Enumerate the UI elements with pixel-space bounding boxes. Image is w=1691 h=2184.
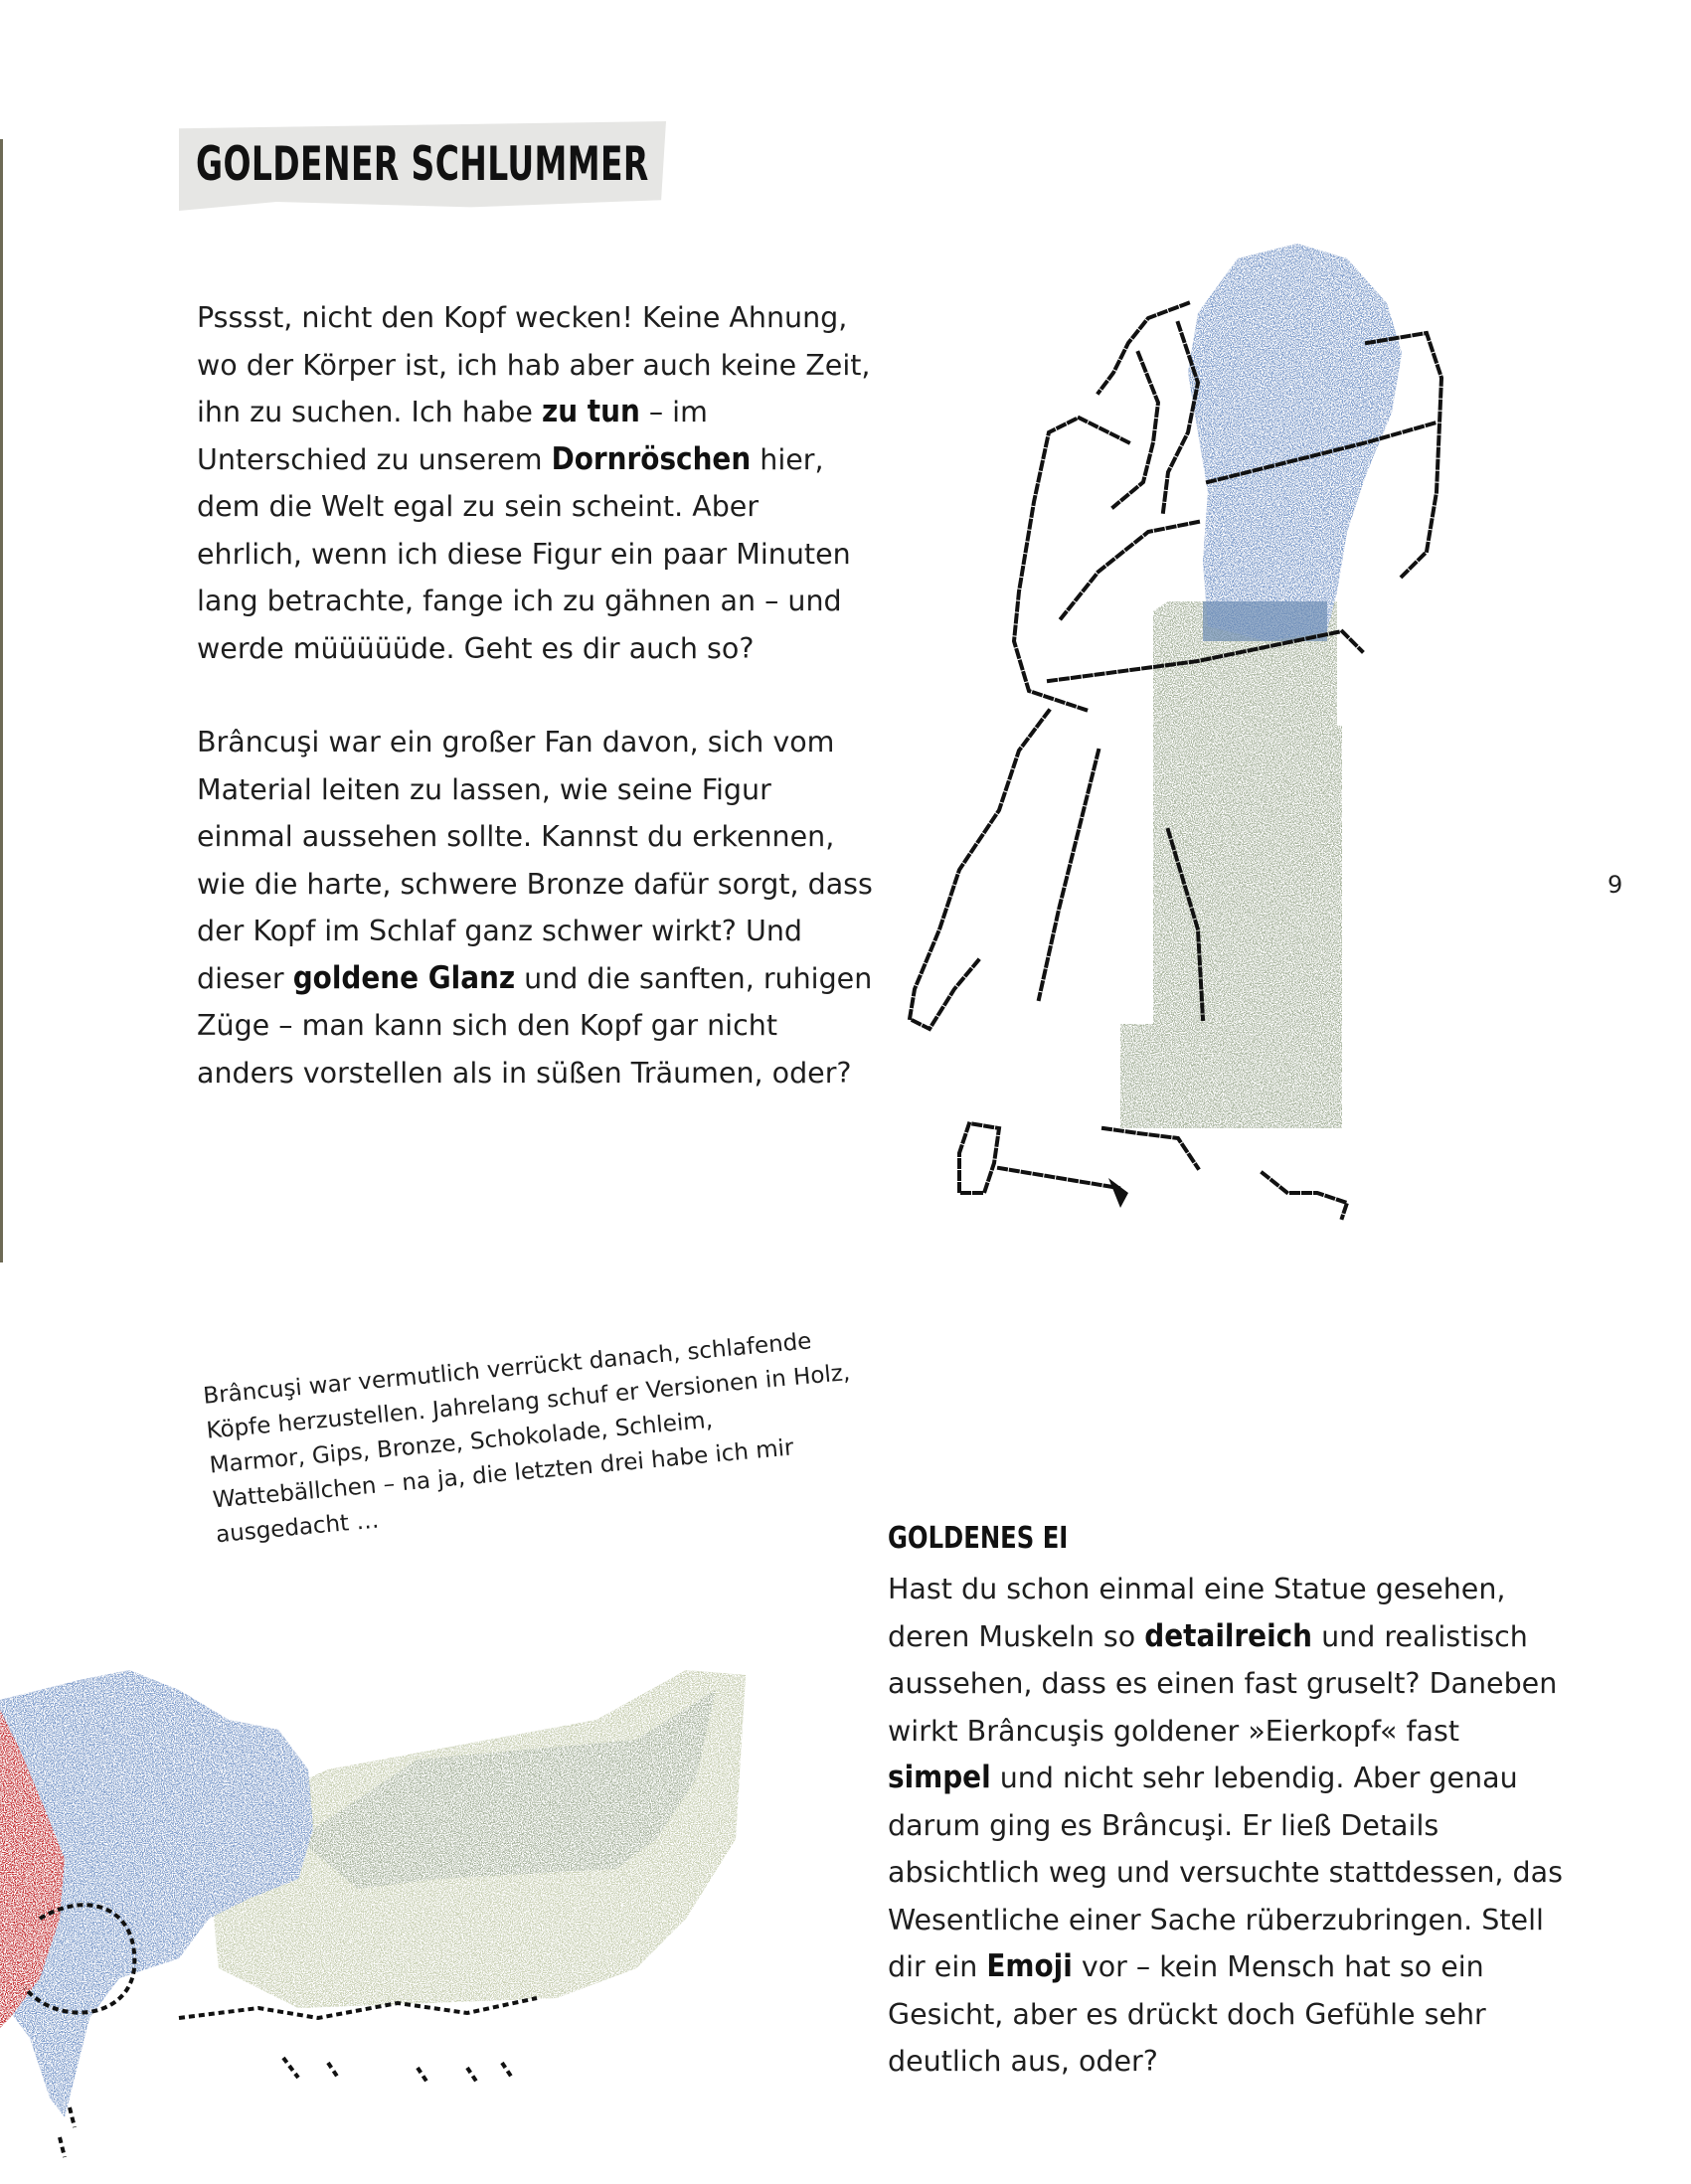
pedestal-shape (1120, 601, 1342, 1128)
intro-paragraph (197, 294, 873, 672)
emphasis-detailreich: detailreich (1144, 1617, 1313, 1654)
text-segment: und die sanften, ruhigen Züge – man kann sich den Kopf gar nicht anders vorstellen als in süßen Träumen, oder? (197, 961, 873, 1090)
reclining-head-illustration (0, 1640, 765, 2177)
text-segment: Psssst, nicht den Kopf wecken! Keine Ahnung, wo der Körper ist, ich hab aber auch keine Zeit, ihn zu suchen. Ich habe (197, 301, 871, 428)
emphasis-simpel: simpel (888, 1760, 991, 1795)
text-segment: Hast du schon einmal eine Statue gesehen, deren Muskeln so (888, 1573, 1506, 1653)
text-segment: hier, dem die Welt egal zu sein scheint. Aber ehrlich, wenn ich diese Figur ein paar Minuten lang betrachte, fange ich zu gähnen an – und werde müüüüüde. Geht es dir auch so? (197, 442, 851, 665)
emphasis-zu-tun: zu tun (541, 394, 640, 429)
page-number: 9 (1607, 871, 1623, 899)
sculpture-pedestal-illustration (900, 234, 1496, 1248)
egg-paragraph (888, 1566, 1564, 2086)
caption-note: Brâncuşi war vermutlich verrückt danach, schlafende Köpfe herzustellen. Jahrelang schuf er Versionen in Holz, Marmor, Gips, Bronze, Schokolade, Schleim, Wattebällchen – na ja, die letzten drei habe ich mir ausgedacht … (202, 1328, 852, 1549)
emphasis-goldene-glanz: goldene Glanz (292, 959, 516, 996)
page-edge-rule (0, 139, 3, 1262)
section-heading: GOLDENES EI (888, 1521, 1069, 1556)
text-segment: und nicht sehr lebendig. Aber genau darum ging es Brâncuşi. Er ließ Details absichtlich weg und versuchte stattdessen, das Wesentliche einer Sache rüberzubringen. Stell dir ein (888, 1762, 1563, 1983)
emphasis-emoji: Emoji (986, 1948, 1073, 1984)
head-shadow (1203, 601, 1327, 641)
text-segment: vor – kein Mensch hat so ein Gesicht, aber es drückt doch Gefühle sehr deutlich aus, oder? (888, 1950, 1486, 2078)
page-title: GOLDENER SCHLUMMER (196, 137, 649, 192)
text-segment: – im Unterschied zu unserem (197, 396, 708, 476)
emphasis-dornroeschen: Dornröschen (551, 440, 752, 477)
material-paragraph (197, 719, 873, 1096)
text-segment: und realistisch aussehen, dass es einen fast gruselt? Daneben wirkt Brâncuşis goldener »Eierkopf« fast (888, 1619, 1558, 1748)
dotted-foot-mark (1108, 1178, 1128, 1208)
text-segment: Brâncuşi war ein großer Fan davon, sich vom Material leiten zu lassen, wie seine Figur einmal aussehen sollte. Kannst du erkennen, wie die harte, schwere Bronze dafür sorgt, dass der Kopf im Schlaf ganz schwer wirkt? Und dieser (197, 726, 873, 995)
